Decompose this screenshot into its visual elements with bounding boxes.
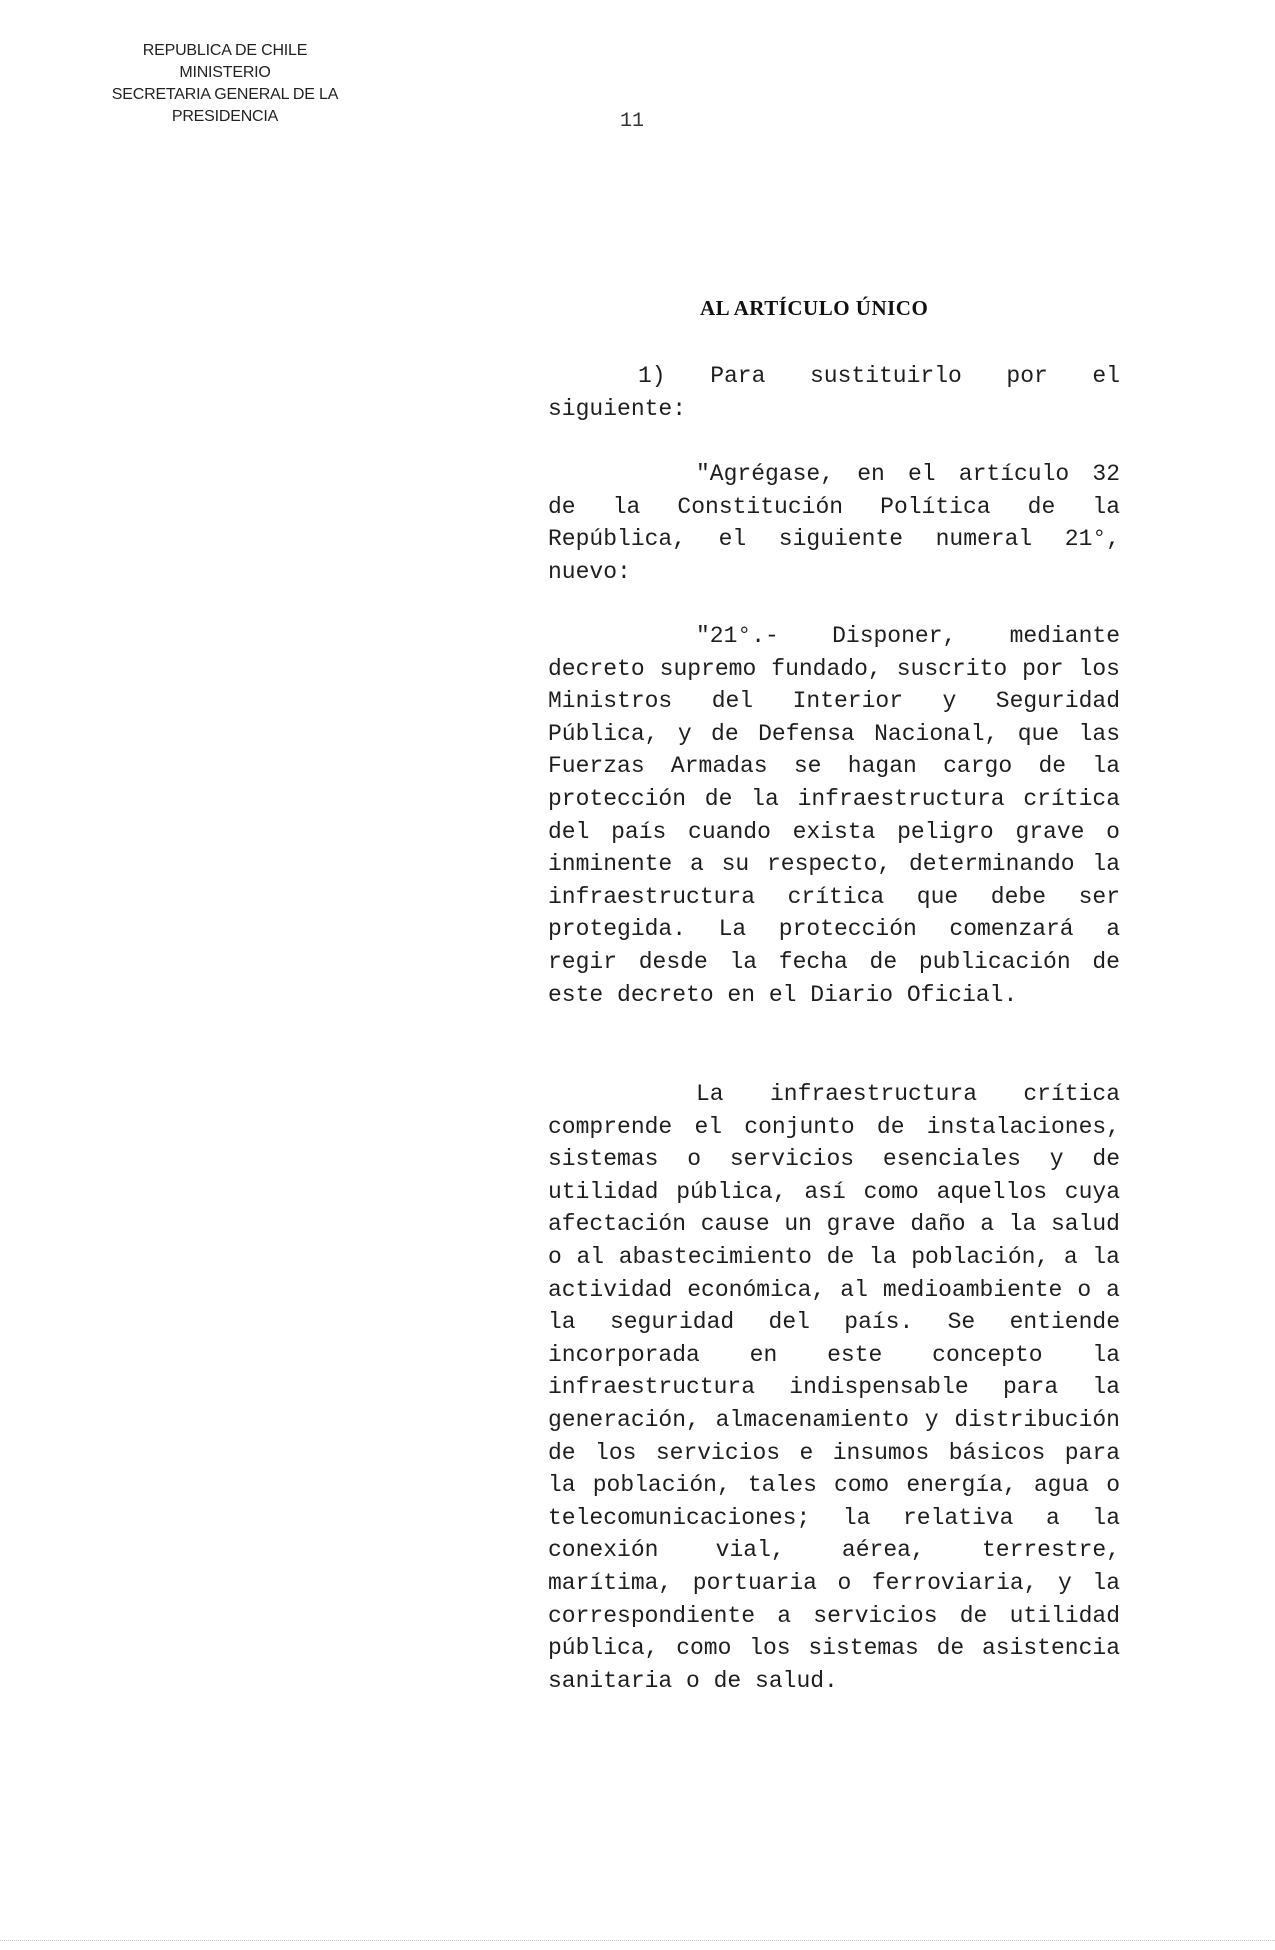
letterhead-ministry: MINISTERIO xyxy=(179,64,271,81)
paragraph-agregase: "Agrégase, en el artículo 32 de la Constitución Política de la República, el siguiente numeral 21°, nuevo: xyxy=(548,461,1120,585)
paragraph-numeral-21: "21°.- Disponer, mediante decreto supremo fundado, suscrito por los Ministros del Interior y Seguridad Pública, y de Defensa Nacional, que las Fuerzas Armadas se hagan cargo de la protección de la infraestructura crítica del país cuando exista peligro grave o inminente a su respecto, determinando la infraestructura crítica que debe ser protegida. La protección comenzará a regir desde la fecha de publicación de este decreto en el Diario Oficial. xyxy=(548,623,1120,1008)
section-heading: AL ARTÍCULO ÚNICO xyxy=(700,296,929,320)
scan-artifact-line xyxy=(0,1940,1275,1942)
paragraph-infraestructura-critica: La infraestructura crítica comprende el conjunto de instalaciones, sistemas o servicios esenciales y de utilidad pública, así como aquellos cuya afectación cause un grave daño a la salud o al abastecimiento de la población, a la actividad económica, al medioambiente o a la seguridad del país. Se entiende incorporada en este concepto la infraestructura indispensable para la generación, almacenamiento y distribución de los servicios e insumos básicos para la población, tales como energía, agua o telecomunicaciones; la relativa a la conexión vial, aérea, terrestre, marítima, portuaria o ferroviaria, y la correspondiente a servicios de utilidad pública, como los sistemas de asistencia sanitaria o de salud. xyxy=(548,1081,1120,1694)
paragraph-amendment-1: 1) Para sustituirlo por el siguiente: xyxy=(548,363,1120,422)
letterhead-secretariat: SECRETARIA GENERAL DE LA PRESIDENCIA xyxy=(111,86,339,125)
letterhead xyxy=(60,40,390,128)
letterhead-country: REPUBLICA DE CHILE xyxy=(142,42,308,59)
page-number: 11 xyxy=(620,110,645,133)
